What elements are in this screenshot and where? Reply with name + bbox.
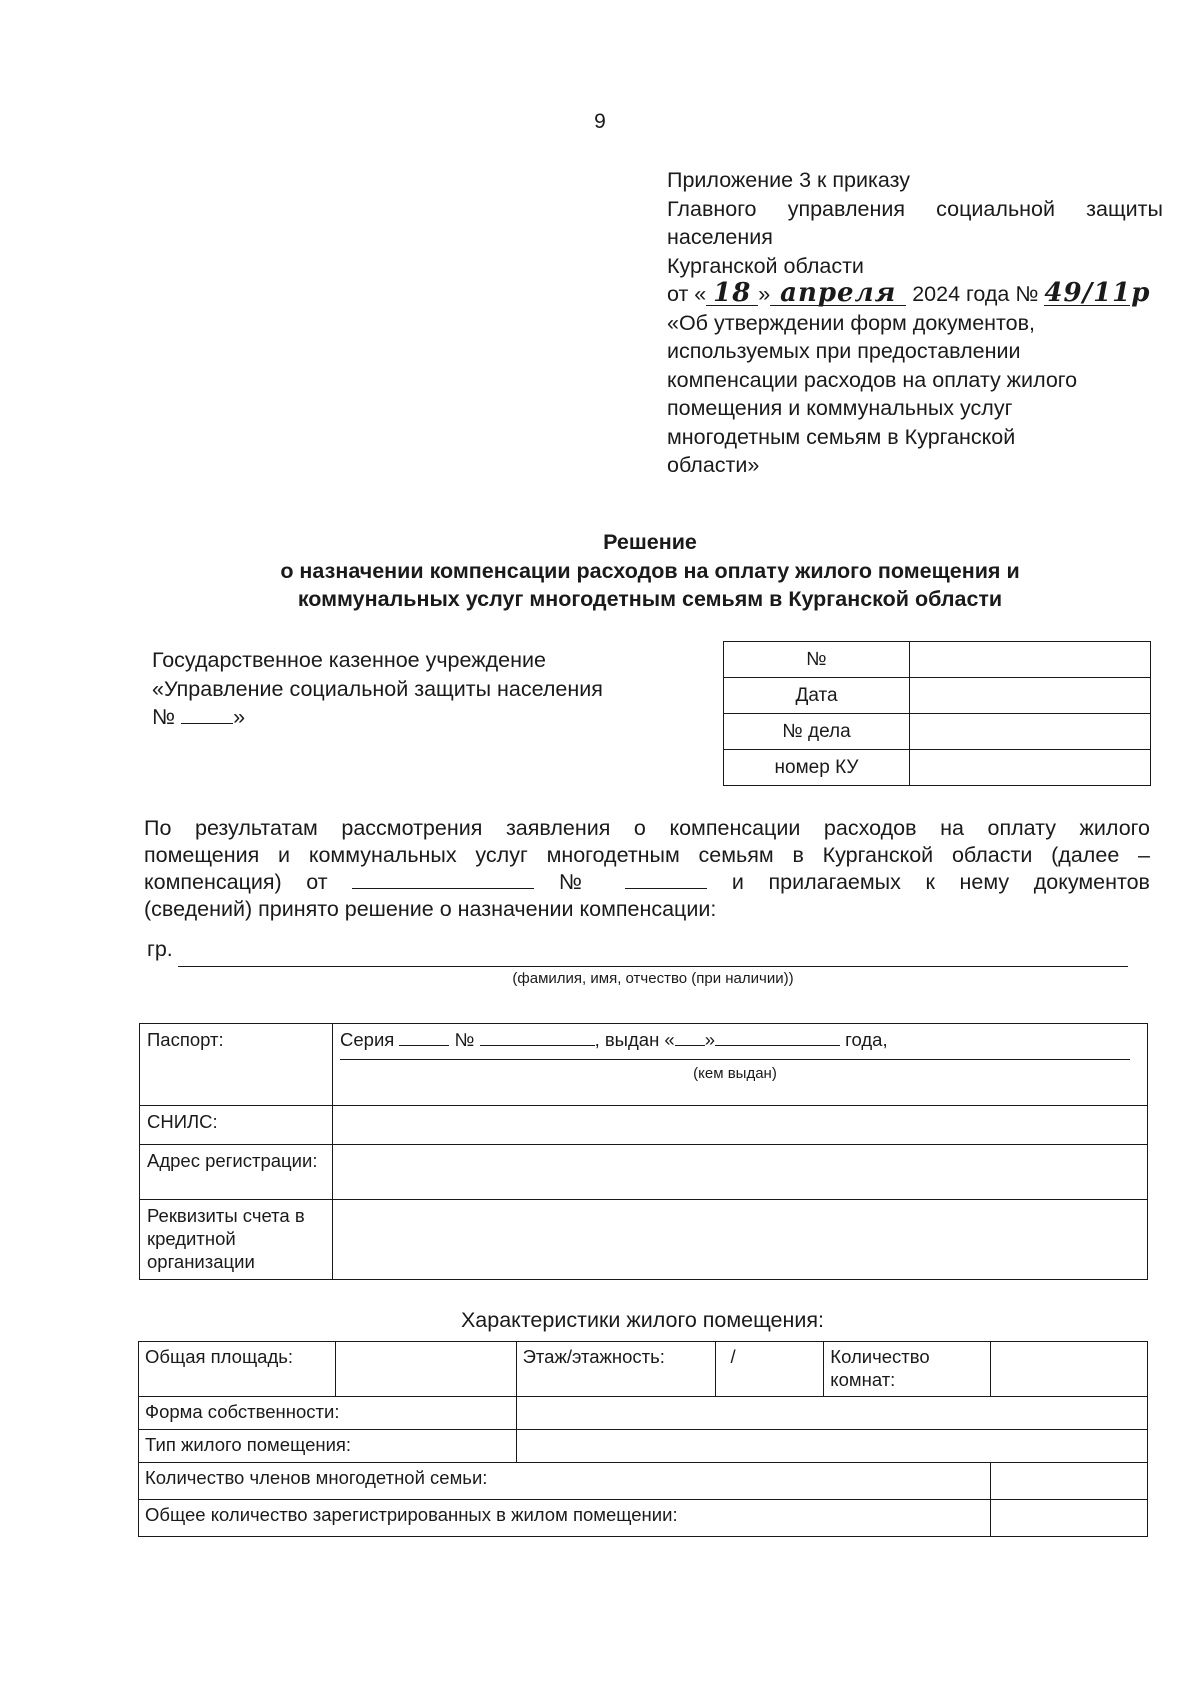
document-title-line-1: Решение [603, 530, 697, 554]
registered-total-label: Общее количество зарегистрированных в жилом помещении: [139, 1500, 991, 1537]
rooms-label: Количество комнат: [824, 1342, 991, 1397]
ownership-value[interactable] [516, 1397, 1147, 1430]
bank-account-row [140, 1200, 1148, 1280]
appendix-title-line-3: компенсации расходов на оплату жилого [667, 367, 1078, 392]
housing-table [138, 1341, 1148, 1537]
appendix-title-line-4: помещения и коммунальных услуг [667, 396, 1013, 420]
registration-value[interactable] [910, 750, 1151, 786]
appendix-header [667, 166, 1167, 480]
appendix-date-line [667, 280, 1167, 309]
passport-value-cell [333, 1024, 1148, 1106]
page-number: 9 [594, 110, 606, 133]
floor-label: Этаж/этажность: [516, 1342, 716, 1397]
appendix-line-4: Курганской области [667, 253, 864, 278]
paragraph-line-2: помещения и коммунальных услуг многодетным семьям в Курганской области (далее – [144, 843, 1150, 867]
document-title [0, 528, 1200, 614]
address-label: Адрес регистрации: [140, 1145, 333, 1200]
order-number-handwritten: 49/11р [1044, 278, 1151, 308]
organization-line-1: Государственное казенное учреждение [152, 648, 546, 672]
paragraph-line-3-a: компенсация) от [144, 870, 328, 894]
address-value[interactable] [333, 1145, 1148, 1200]
passport-series-label: Серия [340, 1029, 395, 1050]
citizen-prefix: гр. [147, 937, 173, 961]
registration-value[interactable] [910, 714, 1151, 750]
document-title-line-2: о назначении компенсации расходов на оплату жилого помещения и [280, 558, 1020, 583]
appendix-line-1: Приложение 3 к приказу [667, 168, 910, 192]
housing-row-ownership [139, 1397, 1148, 1430]
registration-row-number [724, 642, 1151, 678]
passport-issue-day-blank[interactable] [675, 1029, 705, 1046]
organization-number-prefix: № [152, 705, 176, 729]
decision-paragraph [144, 815, 1150, 923]
housing-row-registered-total [139, 1500, 1148, 1537]
registered-total-value[interactable] [991, 1500, 1148, 1537]
passport-number-blank[interactable] [480, 1029, 595, 1046]
appendix-title-line-6: области» [667, 453, 760, 477]
passport-year-label: года, [845, 1029, 888, 1050]
appendix-title-line-5: многодетным семьям в Курганской [667, 424, 1016, 449]
organization-line-2: «Управление социальной защиты населения [152, 676, 603, 701]
registration-value[interactable] [910, 678, 1151, 714]
ownership-label: Форма собственности: [139, 1397, 517, 1430]
registration-label: № [724, 642, 910, 678]
registration-table [723, 641, 1151, 786]
paragraph-line-3 [144, 869, 1150, 896]
date-day-handwritten: 18 [706, 281, 758, 306]
citizen-name-field[interactable] [178, 966, 1128, 967]
housing-row-type [139, 1430, 1148, 1463]
housing-row-family-members [139, 1463, 1148, 1500]
organization-line-3 [152, 703, 603, 732]
registration-label: номер КУ [724, 750, 910, 786]
registration-label: № дела [724, 714, 910, 750]
appendix-title-line-1: «Об утверждении форм документов, [667, 310, 1035, 335]
citizen-name-caption: (фамилия, имя, отчество (при наличии)) [512, 970, 794, 987]
passport-number-label: № [454, 1029, 475, 1050]
appendix-line-3: населения [667, 225, 773, 249]
date-prefix: от « [667, 282, 707, 306]
snils-value[interactable] [333, 1106, 1148, 1145]
paragraph-line-3-c: и прилагаемых к нему документов [731, 870, 1150, 894]
registration-label: Дата [724, 678, 910, 714]
address-row [140, 1145, 1148, 1200]
housing-row-area [139, 1342, 1148, 1397]
family-members-value[interactable] [991, 1463, 1148, 1500]
snils-label: СНИЛС: [140, 1106, 333, 1145]
date-suffix: 2024 года № [912, 282, 1039, 306]
registration-value[interactable] [910, 642, 1151, 678]
passport-issuer-field[interactable] [340, 1059, 1130, 1060]
organization-block [152, 646, 603, 732]
housing-type-label: Тип жилого помещения: [139, 1430, 517, 1463]
total-area-value[interactable] [335, 1342, 516, 1397]
appendix-line-2: Главного управления социальной защиты [667, 196, 1163, 221]
paragraph-line-4: (сведений) принято решение о назначении компенсации: [144, 897, 717, 921]
bank-account-label: Реквизиты счета в кредитной организации [140, 1200, 333, 1280]
paragraph-line-3-b: № [558, 870, 601, 894]
family-members-label: Количество членов многодетной семьи: [139, 1463, 991, 1500]
housing-type-value[interactable] [516, 1430, 1147, 1463]
paragraph-line-1: По результатам рассмотрения заявления о компенсации расходов на оплату жилого [144, 816, 1150, 840]
rooms-value[interactable] [991, 1342, 1148, 1397]
passport-label: Паспорт: [140, 1024, 333, 1106]
passport-issued-close: » [704, 1029, 716, 1050]
person-data-table [139, 1023, 1148, 1280]
total-area-label: Общая площадь: [139, 1342, 336, 1397]
passport-issuer-caption: (кем выдан) [693, 1065, 777, 1082]
registration-row-case [724, 714, 1151, 750]
passport-details-line [340, 1028, 1140, 1051]
application-number-blank[interactable] [625, 870, 707, 889]
date-quote-close: » [758, 282, 771, 306]
passport-issue-month-blank[interactable] [715, 1029, 840, 1046]
registration-row-ku [724, 750, 1151, 786]
passport-series-blank[interactable] [399, 1029, 449, 1046]
bank-account-value[interactable] [333, 1200, 1148, 1280]
registration-row-date [724, 678, 1151, 714]
document-title-line-3: коммунальных услуг многодетным семьям в Курганской области [297, 587, 1003, 611]
snils-row [140, 1106, 1148, 1145]
passport-row [140, 1024, 1148, 1106]
date-month-handwritten: апреля [770, 281, 906, 306]
passport-issued-label: , выдан « [594, 1029, 675, 1050]
application-date-blank[interactable] [352, 870, 534, 889]
organization-number-blank[interactable] [181, 705, 233, 724]
floor-value[interactable]: / [716, 1342, 824, 1397]
housing-subtitle: Характеристики жилого помещения: [460, 1308, 825, 1332]
appendix-title-line-2: используемых при предоставлении [667, 339, 1021, 363]
organization-number-suffix: » [233, 705, 246, 729]
